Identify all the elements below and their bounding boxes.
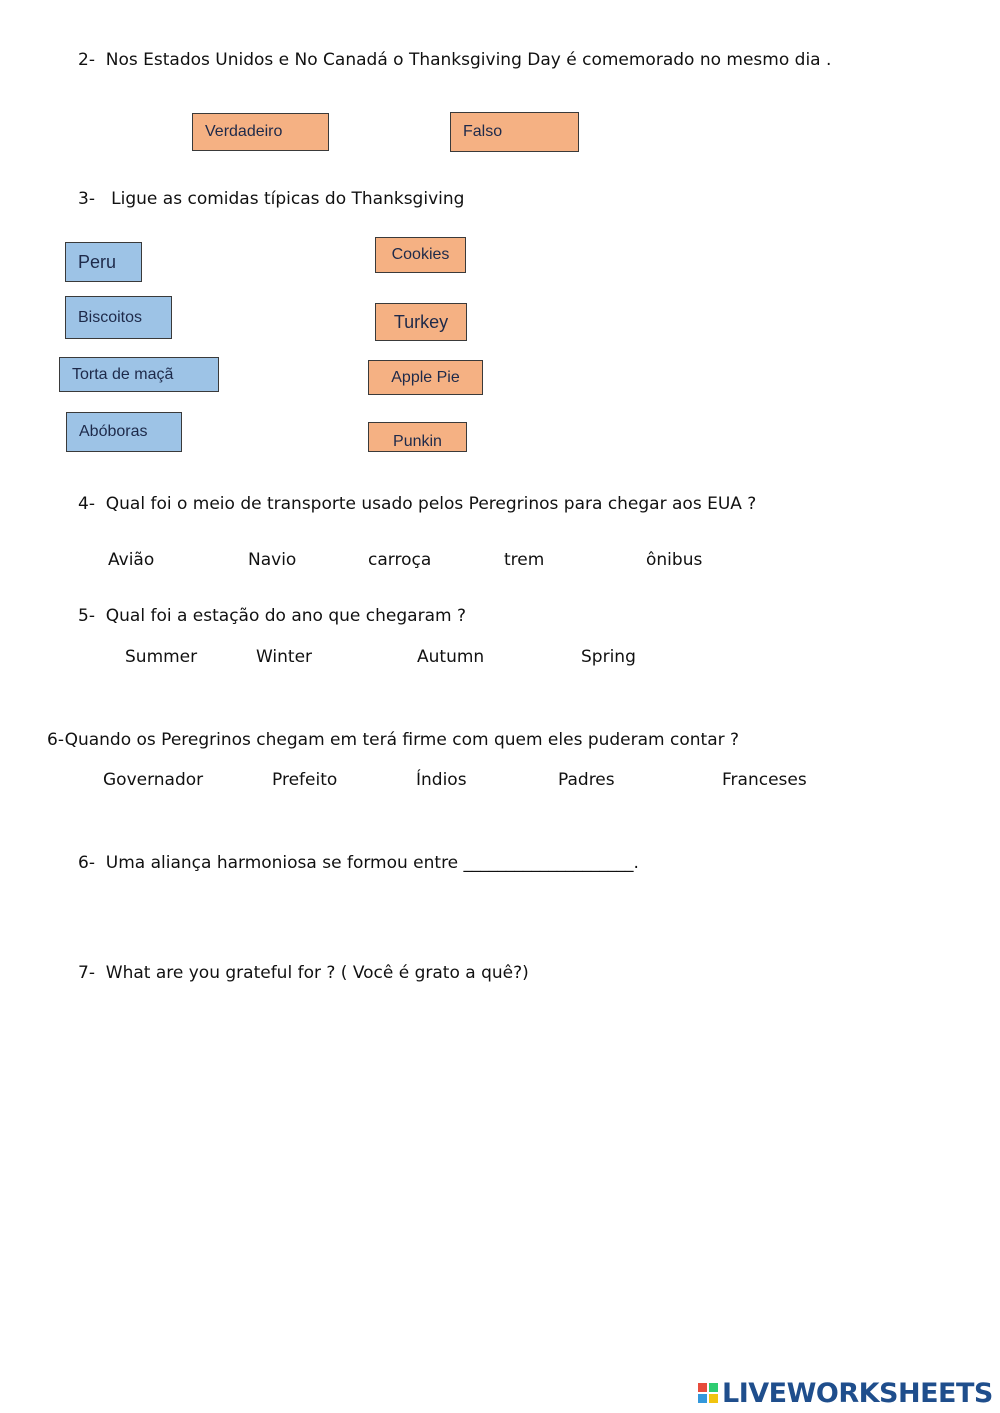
question-3 bbox=[78, 189, 464, 209]
match-left-aboboras[interactable]: Abóboras bbox=[66, 412, 182, 452]
match-right-apple-pie[interactable]: Apple Pie bbox=[368, 360, 483, 395]
option-summer[interactable]: Summer bbox=[125, 647, 198, 667]
question-text: Nos Estados Unidos e No Canadá o Thanksgiving Day é comemorado no mesmo dia . bbox=[105, 50, 832, 70]
question-2 bbox=[78, 50, 831, 70]
option-navio[interactable]: Navio bbox=[248, 550, 297, 570]
option-carroca[interactable]: carroça bbox=[368, 550, 432, 570]
option-governador[interactable]: Governador bbox=[103, 770, 204, 790]
question-text: Qual foi a estação do ano que chegaram ? bbox=[105, 606, 466, 626]
question-6-second[interactable] bbox=[78, 853, 639, 873]
option-indios[interactable]: Índios bbox=[416, 770, 467, 790]
liveworksheets-logo bbox=[698, 1378, 993, 1408]
match-right-punkin[interactable]: Punkin bbox=[368, 422, 467, 452]
logo-grid-icon bbox=[698, 1383, 718, 1403]
option-prefeito[interactable]: Prefeito bbox=[272, 770, 338, 790]
question-7[interactable] bbox=[78, 963, 529, 983]
brand-name: LIVEWORKSHEETS bbox=[722, 1377, 993, 1409]
option-autumn[interactable]: Autumn bbox=[417, 647, 485, 667]
option-onibus[interactable]: ônibus bbox=[646, 550, 703, 570]
question-number: 2- bbox=[78, 50, 95, 70]
question-6-first bbox=[47, 730, 739, 750]
match-right-turkey[interactable]: Turkey bbox=[375, 303, 467, 341]
question-text: Qual foi o meio de transporte usado pelos Peregrinos para chegar aos EUA ? bbox=[105, 494, 757, 514]
option-trem[interactable]: trem bbox=[504, 550, 545, 570]
question-text-fill-blank[interactable]: Uma aliança harmoniosa se formou entre ____________________. bbox=[105, 853, 639, 873]
question-number: 4- bbox=[78, 494, 95, 514]
question-text: What are you grateful for ? ( Você é grato a quê?) bbox=[105, 963, 529, 983]
option-aviao[interactable]: Avião bbox=[108, 550, 155, 570]
question-text: 6-Quando os Peregrinos chegam em terá firme com quem eles puderam contar ? bbox=[47, 730, 740, 750]
match-left-peru[interactable]: Peru bbox=[65, 242, 142, 282]
match-left-torta-de-maca[interactable]: Torta de maçã bbox=[59, 357, 219, 392]
option-franceses[interactable]: Franceses bbox=[722, 770, 807, 790]
question-number: 3- bbox=[78, 189, 95, 209]
question-number: 7- bbox=[78, 963, 95, 983]
question-text: Ligue as comidas típicas do Thanksgiving bbox=[111, 189, 465, 209]
option-padres[interactable]: Padres bbox=[558, 770, 615, 790]
option-winter[interactable]: Winter bbox=[256, 647, 313, 667]
question-4 bbox=[78, 494, 756, 514]
match-right-cookies[interactable]: Cookies bbox=[375, 237, 466, 273]
true-option-box[interactable]: Verdadeiro bbox=[192, 113, 329, 151]
match-left-biscoitos[interactable]: Biscoitos bbox=[65, 296, 172, 339]
question-number: 5- bbox=[78, 606, 95, 626]
option-spring[interactable]: Spring bbox=[581, 647, 636, 667]
false-option-box[interactable]: Falso bbox=[450, 112, 579, 152]
question-5 bbox=[78, 606, 466, 626]
question-number: 6- bbox=[78, 853, 95, 873]
